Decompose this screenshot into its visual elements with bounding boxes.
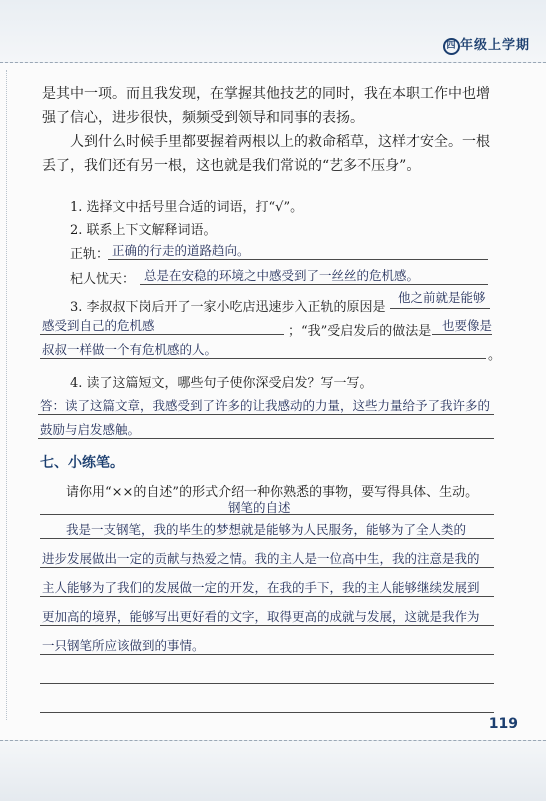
q3-mid-text: ；“我”受启发后的做法是	[288, 324, 432, 339]
essay-rule-3	[40, 596, 494, 597]
section-7-title: 七、小练笔。	[40, 455, 124, 471]
q4-answer-line-2: 鼓励与启发感触。	[40, 422, 141, 437]
q4-rule-1	[38, 414, 494, 415]
essay-rule-4	[40, 625, 494, 626]
q4-rule-2	[38, 438, 494, 439]
essay-line-1: 我是一支钢笔，我的毕生的梦想就是能够为人民服务，能够为了全人类的	[66, 522, 467, 537]
q3-end: 。	[488, 348, 502, 363]
q2b-answer-line	[140, 284, 488, 285]
essay-rule-2	[40, 567, 494, 568]
q3-answer-2a: 也要像是	[442, 318, 493, 333]
q2b-answer: 总是在安稳的环境之中感受到了一丝丝的危机感。	[144, 268, 420, 283]
essay-rule-1	[40, 538, 494, 539]
question-3: 3. 李叔叔下岗后开了一家小吃店迅速步入正轨的原因是	[70, 300, 386, 315]
q2a-label: 正轨：	[70, 247, 110, 262]
page-number: 119	[488, 716, 518, 732]
essay-rule-6	[40, 683, 494, 684]
essay-line-3: 主人能够为了我们的发展做一定的开发，在我的手下，我的主人能够继续发展到	[42, 580, 480, 595]
passage-line-3: 人到什么时候手里都要握着两根以上的救命稻草，这样才安全。一根	[70, 134, 490, 150]
essay-line-2: 进步发展做出一定的贡献与热爱之情。我的主人是一位高中生，我的注意是我的	[42, 551, 480, 566]
q2a-answer: 正确的行走的道路趋向。	[112, 243, 250, 258]
question-4: 4. 读了这篇短文，哪些句子使你深受启发？写一写。	[70, 376, 373, 391]
essay-rule-5	[40, 654, 494, 655]
essay-line-5: 一只钢笔所应该做到的事情。	[42, 638, 205, 653]
question-1: 1. 选择文中括号里合适的词语，打“√”。	[70, 200, 304, 215]
q3-answer-2b-line	[40, 358, 486, 359]
question-2: 2. 联系上下文解释词语。	[70, 223, 217, 238]
q2a-answer-line	[108, 259, 488, 260]
essay-rule-7	[40, 712, 494, 713]
q3-answer-1b-line	[40, 334, 284, 335]
passage-line-1: 是其中一项。而且我发现，在掌握其他技艺的同时，我在本职工作中也增	[42, 86, 490, 102]
grade-badge	[443, 34, 530, 55]
q3-answer-1a: 他之前就是能够	[398, 290, 486, 305]
q3-answer-1b: 感受到自己的危机感	[42, 318, 155, 333]
grade-badge-circle: 四	[443, 38, 460, 55]
q2b-label: 杞人忧天：	[70, 272, 136, 287]
grade-badge-text: 年级上学期	[459, 38, 530, 53]
footer-band	[0, 740, 546, 801]
q4-answer-line-1: 答：读了这篇文章，我感受到了许多的让我感动的力量，这些力量给予了我许多的	[40, 398, 491, 413]
passage-line-4: 丢了，我们还有另一根，这也就是我们常说的“艺多不压身”。	[42, 158, 421, 174]
q3-answer-1a-line	[390, 308, 490, 309]
essay-title-rule	[40, 514, 494, 515]
q3-answer-2b: 叔叔一样做一个有危机感的人。	[42, 342, 218, 357]
essay-line-4: 更加高的境界，能够写出更好看的文字，取得更高的成就与发展，这就是我作为	[42, 609, 480, 624]
essay-title: 钢笔的自述	[228, 500, 291, 515]
margin-dots	[6, 70, 13, 720]
q3-answer-2a-line	[432, 334, 492, 335]
passage-line-2: 强了信心，进步很快，频频受到领导和同事的表扬。	[42, 110, 364, 126]
section-7-prompt: 请你用“××的自述”的形式介绍一种你熟悉的事物，要写得具体、生动。	[66, 485, 479, 500]
